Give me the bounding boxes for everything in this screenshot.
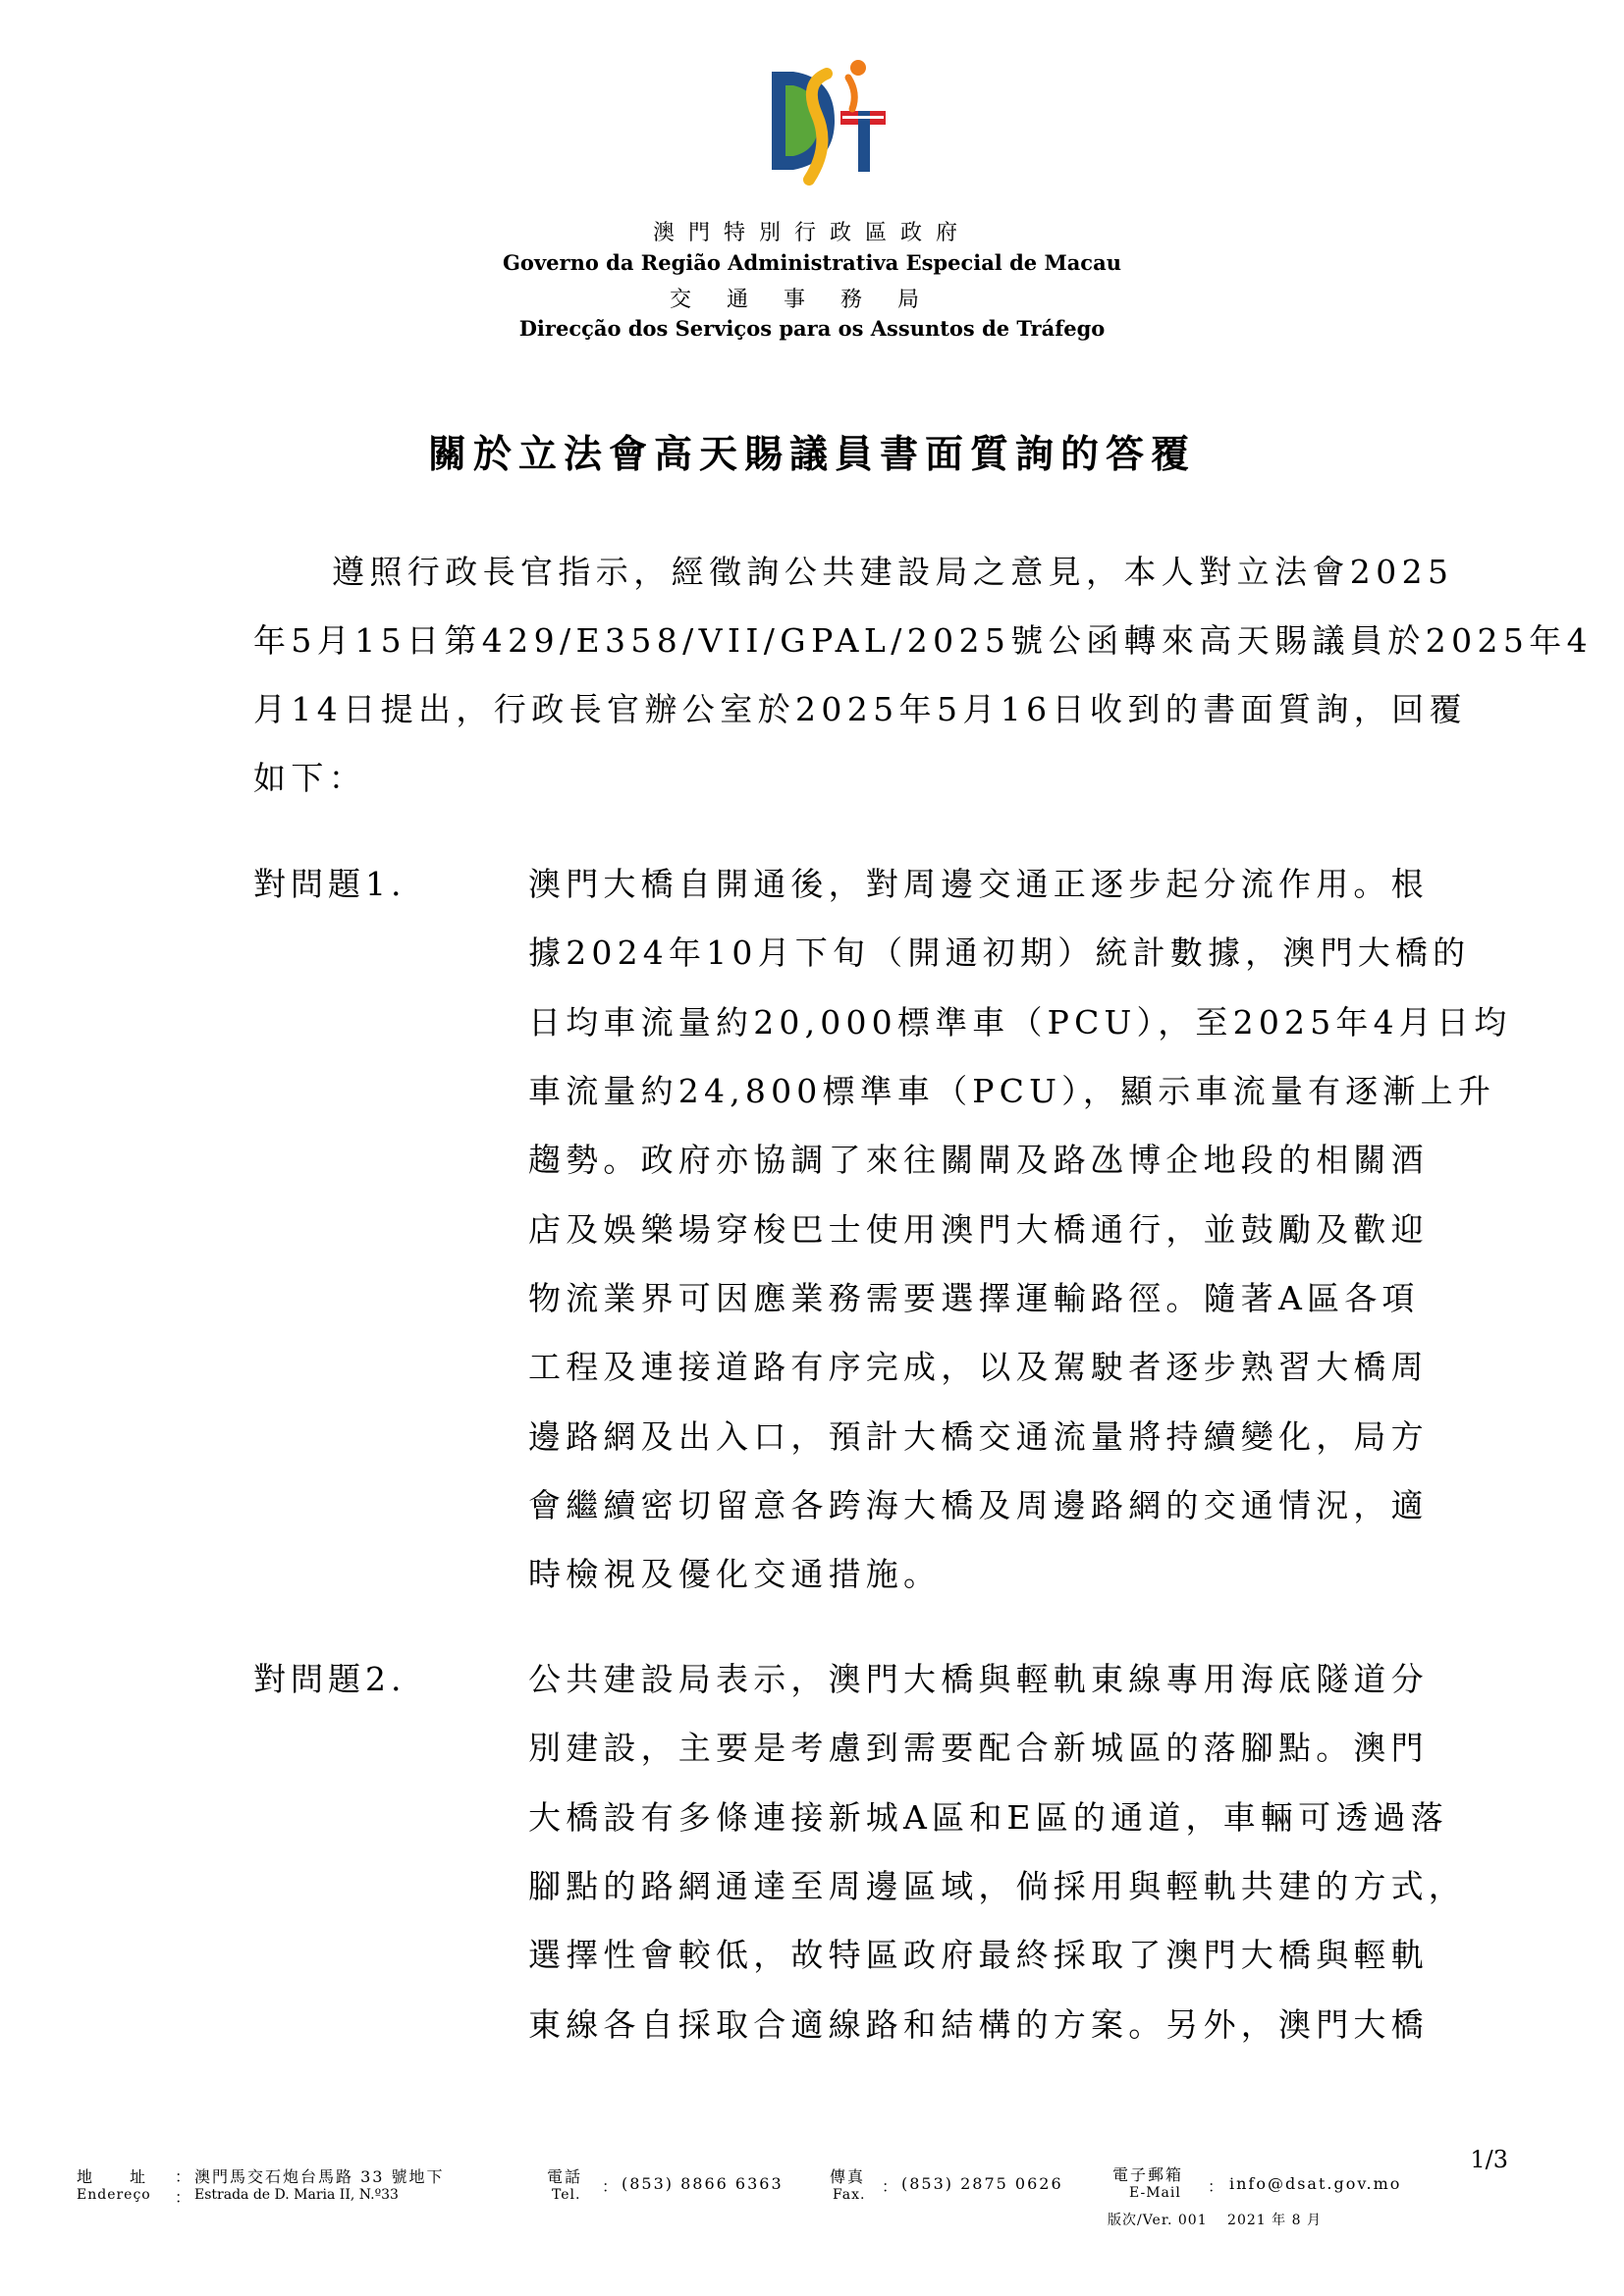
footer-address-label-cn: 地 址 [77, 2167, 148, 2186]
footer-email: info@dsat.gov.mo [1229, 2174, 1402, 2193]
answer-line: 據2024年10月下旬（開通初期）統計數據，澳門大橋的 [528, 934, 1471, 972]
intro-line: 遵照行政長官指示，經徵詢公共建設局之意見，本人對立法會2025 [332, 553, 1454, 591]
answer-line: 腳點的路網通達至周邊區域，倘採用與輕軌共建的方式， [528, 1867, 1466, 1905]
answer-line: 別建設，主要是考慮到需要配合新城區的落腳點。澳門 [528, 1729, 1429, 1767]
dsat-logo [764, 54, 892, 187]
footer-colon: ： [175, 2167, 193, 2186]
footer-colon: ： [175, 2188, 193, 2207]
footer-address-pt: Estrada de D. Maria II, N.º33 [194, 2187, 399, 2203]
answer-line: 日均車流量約20,000標準車（PCU），至2025年4月日均 [528, 1003, 1512, 1041]
dept-name-pt: Direcção dos Serviços para os Assuntos de Tráfego [518, 316, 1106, 341]
org-name-pt: Governo da Região Administrativa Especial de Macau [503, 250, 1121, 275]
answer-line: 選擇性會較低，故特區政府最終採取了澳門大橋與輕軌 [528, 1936, 1429, 1974]
intro-line: 如下： [253, 759, 367, 797]
dept-name-cn: 交通事務局 [669, 288, 954, 312]
answer-line: 澳門大橋自開通後，對周邊交通正逐步起分流作用。根 [528, 865, 1429, 903]
document-title: 關於立法會高天賜議員書面質詢的答覆 [427, 432, 1196, 477]
answer-line: 車流量約24,800標準車（PCU），顯示車流量有逐漸上升 [528, 1072, 1496, 1110]
answer-label: 對問題1. [253, 865, 406, 903]
footer-colon: ： [1208, 2177, 1226, 2196]
answer-line: 會繼續密切留意各跨海大橋及周邊路網的交通情況，適 [528, 1486, 1429, 1524]
footer-email-label-pt: E-Mail [1129, 2185, 1181, 2201]
footer-tel: (853) 8866 6363 [622, 2174, 784, 2193]
footer-colon: ： [602, 2177, 621, 2196]
footer-email-label-cn: 電子郵箱 [1112, 2165, 1184, 2184]
answer-line: 趨勢。政府亦協調了來往關閘及路氹博企地段的相關酒 [528, 1141, 1429, 1179]
answer-line: 物流業界可因應業務需要選擇運輸路徑。隨著A區各項 [528, 1279, 1420, 1317]
page-number: 1/3 [1470, 2146, 1508, 2173]
answer-line: 公共建設局表示，澳門大橋與輕軌東線專用海底隧道分 [528, 1660, 1429, 1698]
intro-line: 月14日提出，行政長官辦公室於2025年5月16日收到的書面質詢，回覆 [253, 690, 1467, 728]
answer-label: 對問題2. [253, 1660, 406, 1698]
answer-line: 大橋設有多條連接新城A區和E區的通道，車輛可透過落 [528, 1798, 1448, 1837]
footer-address-label-pt: Endereço [77, 2187, 151, 2203]
footer-tel-label-pt: Tel. [552, 2187, 581, 2203]
org-name-cn: 澳門特別行政區政府 [652, 221, 971, 245]
footer-tel-label-cn: 電話 [547, 2167, 583, 2186]
footer-fax-label-cn: 傳真 [830, 2167, 866, 2186]
answer-line: 東線各自採取合適線路和結構的方案。另外，澳門大橋 [528, 2005, 1429, 2044]
footer-version: 版次/Ver. 001 2021 年 8 月 [1108, 2213, 1322, 2228]
footer-colon: ： [882, 2177, 900, 2196]
answer-line: 時檢視及優化交通措施。 [528, 1555, 942, 1593]
answer-line: 工程及連接道路有序完成，以及駕駛者逐步熟習大橋周 [528, 1348, 1429, 1386]
footer-address-cn: 澳門馬交石炮台馬路 33 號地下 [194, 2167, 445, 2186]
answer-line: 邊路網及出入口，預計大橋交通流量將持續變化，局方 [528, 1417, 1429, 1456]
answer-line: 店及娛樂場穿梭巴士使用澳門大橋通行，並鼓勵及歡迎 [528, 1210, 1429, 1249]
footer-fax: (853) 2875 0626 [901, 2174, 1063, 2193]
footer-fax-label-pt: Fax. [833, 2187, 866, 2203]
intro-line: 年5月15日第429/E358/VII/GPAL/2025號公函轉來高天賜議員於2025年4 [253, 621, 1594, 660]
